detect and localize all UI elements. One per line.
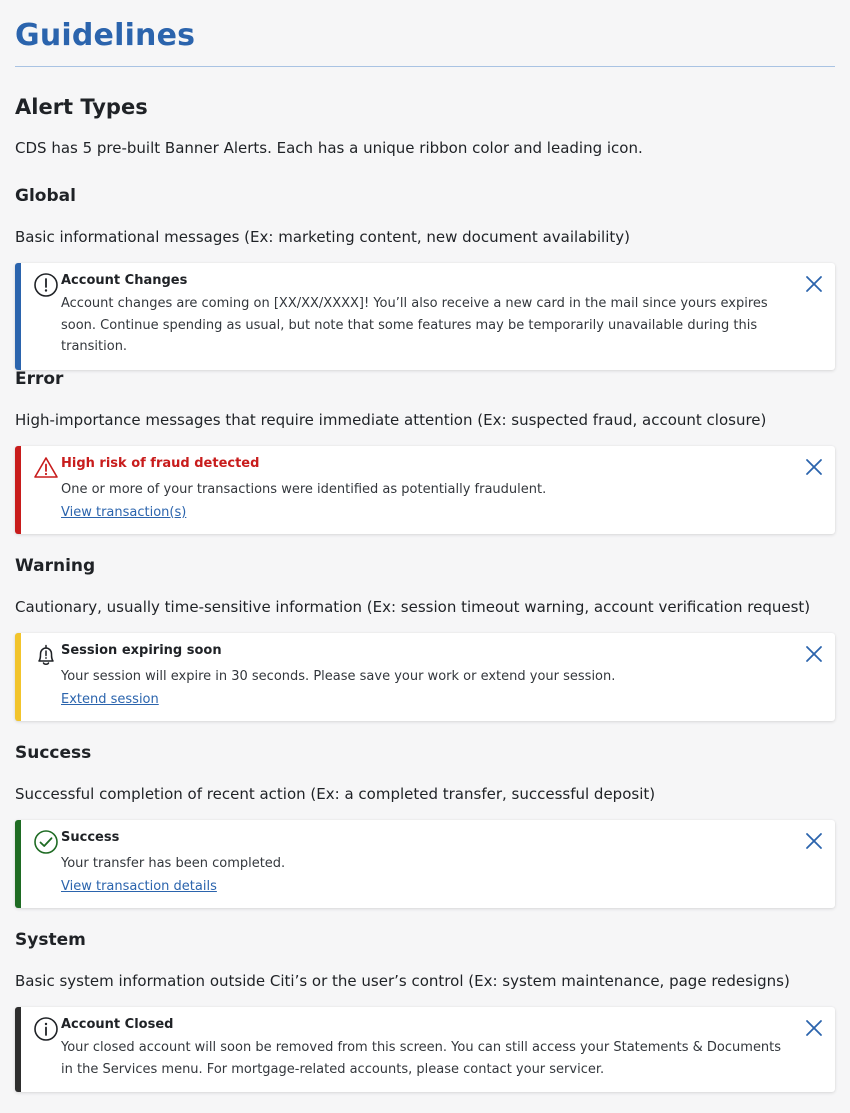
alert-title: Session expiring soon bbox=[61, 643, 222, 658]
alert-type-success bbox=[15, 742, 835, 908]
info-i-circle-icon bbox=[33, 1016, 59, 1042]
title-divider bbox=[15, 66, 835, 67]
warning-triangle-icon bbox=[33, 455, 59, 481]
alert-title: Account Changes bbox=[61, 273, 188, 288]
check-circle-icon bbox=[33, 829, 59, 855]
type-title: System bbox=[15, 930, 86, 950]
type-title: Error bbox=[15, 369, 64, 389]
alert-type-system bbox=[15, 929, 835, 1092]
warning-banner-alert bbox=[15, 633, 835, 721]
alert-text: Your closed account will soon be removed from this screen. You can still access your Statements & Documents in the Services menu. For mortgage-related accounts, please contact your servicer. bbox=[61, 1040, 782, 1077]
view-transactions-link[interactable]: View transaction(s) bbox=[61, 504, 187, 520]
type-description: Basic system information outside Citi’s or the user’s control (Ex: system maintenance, page redesigns) bbox=[15, 972, 790, 990]
close-button[interactable] bbox=[803, 830, 825, 852]
type-title: Warning bbox=[15, 556, 96, 576]
alert-type-warning bbox=[15, 555, 835, 721]
alert-text: Your session will expire in 30 seconds. Please save your work or extend your session. bbox=[61, 669, 616, 684]
alert-text: Account changes are coming on [XX/XX/XXXX]! You’ll also receive a new card in the mail since yours expires soon. Continue spending as usual, but note that some features may be temporarily unavailable during this transition. bbox=[61, 296, 768, 354]
close-button[interactable] bbox=[803, 643, 825, 665]
close-icon bbox=[803, 273, 825, 295]
alert-text: One or more of your transactions were identified as potentially fraudulent. bbox=[61, 482, 547, 497]
alert-title: Account Closed bbox=[61, 1017, 174, 1032]
intro-text: CDS has 5 pre-built Banner Alerts. Each has a unique ribbon color and leading icon. bbox=[15, 139, 643, 157]
alert-text: Your transfer has been completed. bbox=[61, 856, 286, 871]
system-banner-alert bbox=[15, 1007, 835, 1092]
info-circle-icon bbox=[33, 272, 59, 298]
type-description: Successful completion of recent action (Ex: a completed transfer, successful deposit) bbox=[15, 785, 656, 803]
close-icon bbox=[803, 456, 825, 478]
error-banner-alert bbox=[15, 446, 835, 534]
close-icon bbox=[803, 643, 825, 665]
success-banner-alert bbox=[15, 820, 835, 908]
type-title: Success bbox=[15, 743, 92, 763]
view-transaction-details-link[interactable]: View transaction details bbox=[61, 878, 217, 894]
type-description: Basic informational messages (Ex: marketing content, new document availability) bbox=[15, 228, 631, 246]
bell-alert-icon bbox=[33, 642, 59, 668]
type-description: High-importance messages that require immediate attention (Ex: suspected fraud, account closure) bbox=[15, 411, 767, 429]
alert-title: Success bbox=[61, 830, 120, 845]
close-icon bbox=[803, 1017, 825, 1039]
alert-title: High risk of fraud detected bbox=[61, 456, 260, 471]
alert-type-error bbox=[15, 368, 835, 534]
close-icon bbox=[803, 830, 825, 852]
alert-type-global bbox=[15, 185, 835, 370]
close-button[interactable] bbox=[803, 1017, 825, 1039]
section-title: Alert Types bbox=[15, 95, 148, 119]
type-description: Cautionary, usually time-sensitive information (Ex: session timeout warning, account verification request) bbox=[15, 598, 811, 616]
type-title: Global bbox=[15, 186, 76, 206]
global-banner-alert bbox=[15, 263, 835, 370]
close-button[interactable] bbox=[803, 273, 825, 295]
close-button[interactable] bbox=[803, 456, 825, 478]
extend-session-link[interactable]: Extend session bbox=[61, 691, 159, 707]
page-title: Guidelines bbox=[15, 18, 196, 53]
